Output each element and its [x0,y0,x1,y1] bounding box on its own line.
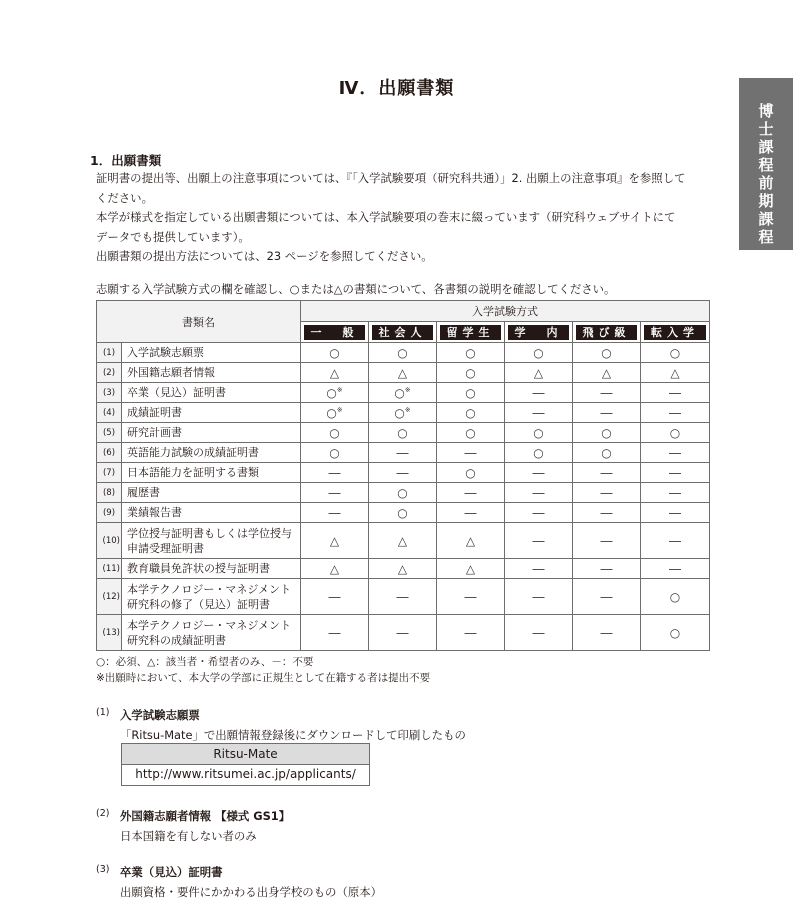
requirement-mark: ― [641,559,710,579]
note-mark: ※ [404,405,411,414]
item-number: (3) [96,864,110,875]
table-row [97,523,710,559]
table-lead: 志願する入学試験方式の欄を確認し、○または△の書類について、各書類の説明を確認してください。 [96,282,616,296]
table-row [97,483,710,503]
requirement-mark: △ [437,523,505,559]
requirement-mark: ― [505,403,573,423]
intro-line: データでも提供しています）。 [96,229,250,244]
intro-line: 証明書の提出等、出願上の注意事項については、『「入学試験要項（研究科共通）」2. 出願上の注意事項』を参照して [96,171,686,185]
requirement-mark: ― [369,463,437,483]
requirement-mark: ― [573,579,641,615]
table-row [97,443,710,463]
row-number: (6) [97,443,122,463]
requirement-mark: ○ [437,383,505,403]
document-name: 本学テクノロジー・マネジメント研究科の修了（見込）証明書 [122,579,301,615]
requirement-mark: ― [505,559,573,579]
table-row [97,579,710,615]
requirement-mark: ○ [573,343,641,363]
intro-line: 出願書類の提出方法については、23 ページを参照してください。 [96,249,433,263]
requirement-mark: ― [437,483,505,503]
legend-note: ※出願時において、本大学の学部に正規生として在籍する者は提出不要 [96,672,431,684]
item-title: 入学試験志願票 [120,708,200,722]
requirement-mark: ― [573,615,641,651]
requirement-mark: △ [505,363,573,383]
requirement-mark: △ [437,559,505,579]
requirement-mark: ― [573,503,641,523]
table-row [97,383,710,403]
requirement-mark: ― [369,615,437,651]
item-title: 外国籍志願者情報 【様式 GS1】 [120,809,291,823]
note-mark: ※ [336,405,343,414]
row-number: (13) [97,615,122,651]
method-header: 飛び級 [573,322,641,343]
requirement-mark: ○ [641,615,710,651]
requirement-mark: ○ [573,443,641,463]
requirement-mark: ― [641,503,710,523]
table-row [97,343,710,363]
row-number: (5) [97,423,122,443]
header-exam-method: 入学試験方式 [301,301,710,322]
requirement-mark: ― [505,579,573,615]
table-row [97,615,710,651]
row-number: (2) [97,363,122,383]
document-name: 外国籍志願者情報 [122,363,301,383]
legend-marks: ○：必須、△：該当者・希望者のみ、－：不要 [96,656,314,668]
requirement-mark: ― [505,503,573,523]
item-description: 日本国籍を有しない者のみ [120,829,257,843]
requirement-mark: ― [369,443,437,463]
requirement-mark: ― [505,383,573,403]
method-header: 留学生 [437,322,505,343]
row-number: (12) [97,579,122,615]
side-tab-label: 博士課程前期課程 [758,102,774,246]
requirement-mark: ○ [505,343,573,363]
document-name: 業績報告書 [122,503,301,523]
row-number: (8) [97,483,122,503]
row-number: (10) [97,523,122,559]
requirement-mark: ○ [641,343,710,363]
intro-line: 本学が様式を指定している出願書類については、本入学試験要項の巻末に綴っています（研究科ウェブサイトにて [96,210,676,224]
document-name: 教育職員免許状の授与証明書 [122,559,301,579]
requirement-mark: ○ [369,503,437,523]
requirement-mark: ○※ [301,403,369,423]
requirement-mark: ○ [437,343,505,363]
method-header: 社会人 [369,322,437,343]
item-description: 出願資格・要件にかかわる出身学校のもの（原本） [120,885,382,899]
requirement-mark: ― [301,579,369,615]
table-row [97,503,710,523]
requirement-mark: ○ [301,343,369,363]
requirement-mark: ― [573,523,641,559]
item-number: (1) [96,707,110,718]
document-name: 卒業（見込）証明書 [122,383,301,403]
requirement-mark: ○ [437,403,505,423]
note-mark: ※ [404,385,411,394]
requirement-mark: ○ [369,483,437,503]
table-row [97,423,710,443]
document-name: 入学試験志願票 [122,343,301,363]
requirement-mark: ― [505,483,573,503]
requirement-mark: ― [301,483,369,503]
row-number: (3) [97,383,122,403]
note-mark: ※ [336,385,343,394]
header-document-name: 書類名 [97,301,301,343]
requirement-mark: ○※ [369,403,437,423]
requirement-mark: ○※ [301,383,369,403]
section-heading: 1．出願書類 [90,153,162,168]
ritsumate-url[interactable]: http://www.ritsumei.ac.jp/applicants/ [135,767,356,781]
method-header: 転入学 [641,322,710,343]
requirement-mark: ○ [505,423,573,443]
requirement-mark: ― [505,463,573,483]
requirement-mark: ― [301,463,369,483]
requirement-mark: ― [641,403,710,423]
requirement-mark: ○ [301,443,369,463]
requirement-mark: ― [573,483,641,503]
row-number: (4) [97,403,122,423]
requirement-mark: ― [641,443,710,463]
document-name: 研究計画書 [122,423,301,443]
requirement-mark: ○ [437,463,505,483]
requirement-mark: ○ [573,423,641,443]
requirement-mark: △ [369,523,437,559]
requirement-mark: ○ [505,443,573,463]
document-name: 学位授与証明書もしくは学位授与申請受理証明書 [122,523,301,559]
requirement-mark: ― [641,383,710,403]
requirement-mark: ― [437,615,505,651]
table-row [97,403,710,423]
requirement-mark: ○※ [369,383,437,403]
requirement-mark: ― [641,463,710,483]
requirement-mark: ○ [641,423,710,443]
row-number: (9) [97,503,122,523]
requirement-mark: ○ [369,343,437,363]
requirement-mark: ― [573,559,641,579]
ritsumate-box [121,743,370,786]
requirement-mark: ― [505,615,573,651]
table-body [97,343,710,651]
document-name: 成績証明書 [122,403,301,423]
item-title: 卒業（見込）証明書 [120,865,223,879]
requirement-mark: ○ [369,423,437,443]
page-title: Ⅳ．出願書類 [338,78,455,99]
requirement-mark: ○ [437,423,505,443]
requirement-mark: △ [573,363,641,383]
requirement-mark: ― [573,403,641,423]
requirement-mark: ― [301,615,369,651]
item-number: (2) [96,808,110,819]
requirement-mark: ― [641,483,710,503]
requirement-mark: ― [369,579,437,615]
requirement-mark: △ [369,559,437,579]
method-header: 一 般 [301,322,369,343]
requirement-mark: △ [369,363,437,383]
requirement-mark: ― [301,503,369,523]
intro-text [96,169,718,267]
document-name: 英語能力試験の成績証明書 [122,443,301,463]
document-name: 本学テクノロジー・マネジメント研究科の成績証明書 [122,615,301,651]
requirement-mark: ○ [437,363,505,383]
intro-line: ください。 [96,190,153,205]
legend [96,654,430,686]
requirement-mark: ○ [301,423,369,443]
requirement-mark: ― [437,443,505,463]
requirement-mark: △ [301,559,369,579]
method-header: 学 内 [505,322,573,343]
row-number: (11) [97,559,122,579]
documents-table [96,300,710,651]
document-name: 履歴書 [122,483,301,503]
requirement-mark: ― [641,523,710,559]
table-row [97,463,710,483]
row-number: (1) [97,343,122,363]
document-name: 日本語能力を証明する書類 [122,463,301,483]
requirement-mark: ― [573,383,641,403]
row-number: (7) [97,463,122,483]
requirement-mark: ○ [641,579,710,615]
requirement-mark: ― [573,463,641,483]
requirement-mark: ― [505,523,573,559]
item-description: 「Ritsu-Mate」で出願情報登録後にダウンロードして印刷したもの [120,728,466,742]
table-row [97,559,710,579]
requirement-mark: △ [301,523,369,559]
table-row [97,363,710,383]
requirement-mark: △ [301,363,369,383]
ritsumate-label: Ritsu-Mate [122,744,369,765]
requirement-mark: △ [641,363,710,383]
requirement-mark: ― [437,503,505,523]
requirement-mark: ― [437,579,505,615]
side-tab [739,78,793,250]
